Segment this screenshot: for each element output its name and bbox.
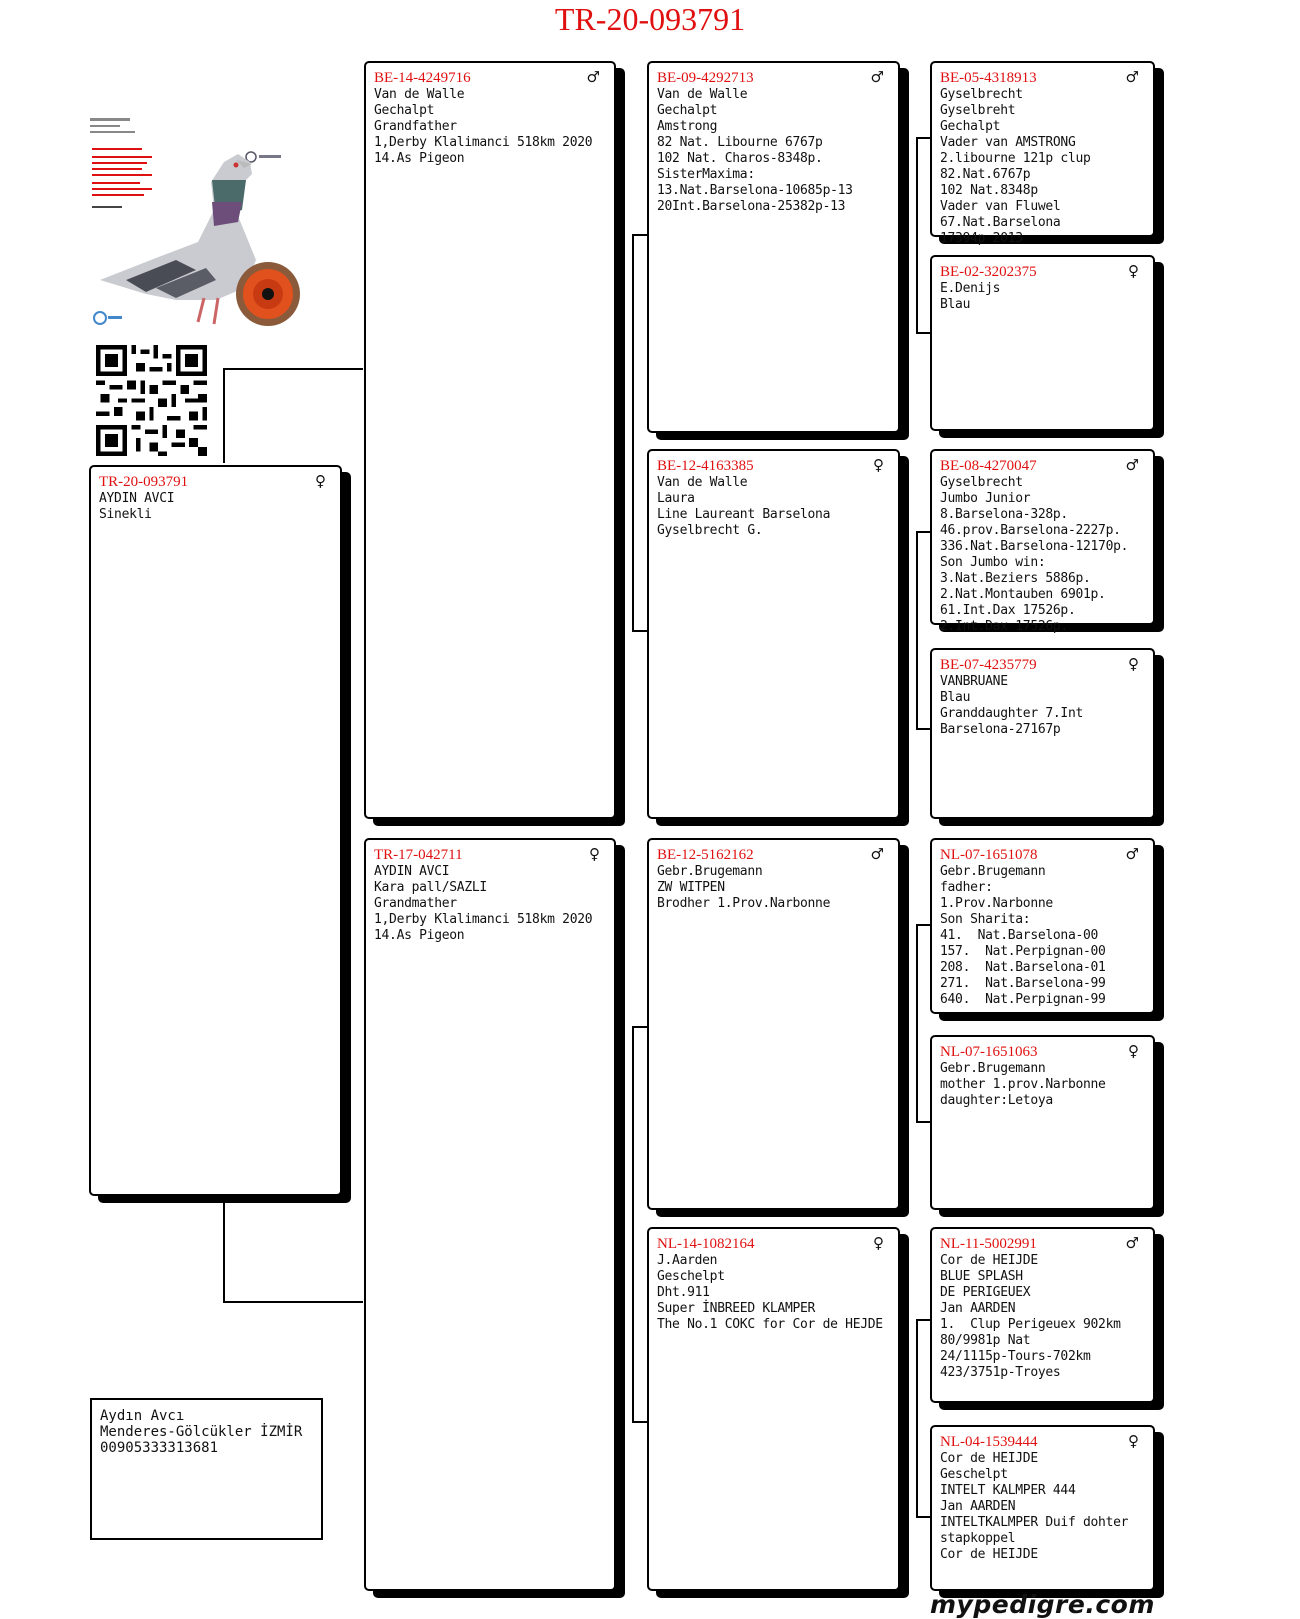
connector-line <box>632 234 647 236</box>
female-icon: ♀ <box>1128 655 1139 673</box>
connector-line <box>632 630 647 632</box>
great-grandparent-card[interactable] <box>930 449 1155 634</box>
pigeon-info: Van de Walle Laura Line Laureant Barselona Gyselbrecht G. <box>657 475 831 538</box>
granddam-maternal-card[interactable] <box>647 1227 900 1591</box>
connector-line <box>916 924 918 1123</box>
connector-line <box>632 1026 647 1028</box>
grandsire-paternal-card[interactable] <box>647 61 900 433</box>
connector-line <box>916 531 918 730</box>
female-icon: ♀ <box>873 456 884 474</box>
pigeon-info: AYDIN AVCI Kara pall/SAZLI Grandmather 1,Derby Klalimanci 518km 2020 14.As Pigeon <box>374 864 593 943</box>
female-icon: ♀ <box>1128 1042 1139 1060</box>
connector-line <box>916 332 930 334</box>
pigeon-info: Gyselbrecht Gyselbreht Gechalpt Vader van AMSTRONG 2.libourne 121p clup 82.Nat.6767p 102 Nat.8348p Vader van Fluwel 67.Nat.Barselona 17394p 2013 <box>940 87 1091 246</box>
great-grandparent-card[interactable] <box>930 61 1155 246</box>
ring-number: NL-07-1651078 <box>940 847 1038 863</box>
brand-logo: mypedigre.com <box>930 1590 1155 1619</box>
great-grandparent-card[interactable] <box>930 648 1155 819</box>
pigeon-info: Gebr.Brugemann ZW WITPEN Brodher 1.Prov.Narbonne <box>657 864 831 911</box>
great-grandparent-card[interactable] <box>930 1227 1155 1403</box>
connector-line <box>916 137 918 334</box>
female-icon: ♀ <box>873 1234 884 1252</box>
qr-code <box>96 345 207 456</box>
ring-number: TR-17-042711 <box>374 847 463 863</box>
pigeon-info: Gyselbrecht Jumbo Junior 8.Barselona-328p. 46.prov.Barselona-2227p. 336.Nat.Barselona-12170p. Son Jumbo win: 3.Nat.Beziers 5886p. 2.Nat.Montauben 6901p. 61.Int.Dax 17526p. 2.Int.Dax 17526p. <box>940 475 1129 634</box>
female-icon: ♀ <box>589 845 600 863</box>
ring-number: BE-12-5162162 <box>657 847 754 863</box>
owner-info: Aydın Avcı Menderes-Gölcükler İZMİR 00905333313681 <box>90 1398 323 1540</box>
pigeon-info: Gebr.Brugemann fadher: 1.Prov.Narbonne Son Sharita: 41. Nat.Barselona-00 157. Nat.Perpignan-00 208. Nat.Barselona-01 271. Nat.Barselona-99 640. Nat.Perpignan-99 <box>940 864 1106 1007</box>
subject-card[interactable] <box>89 465 342 1196</box>
ring-number: NL-14-1082164 <box>657 1236 755 1252</box>
ring-number: BE-05-4318913 <box>940 70 1037 86</box>
connector-line <box>916 1516 930 1518</box>
female-icon: ♀ <box>315 472 326 490</box>
ring-number: NL-07-1651063 <box>940 1044 1038 1060</box>
ring-number: BE-02-3202375 <box>940 264 1037 280</box>
pigeon-info: Van de Walle Gechalpt Grandfather 1,Derby Klalimanci 518km 2020 14.As Pigeon <box>374 87 593 166</box>
male-icon: ♂ <box>1125 68 1139 86</box>
male-icon: ♂ <box>1125 1234 1139 1252</box>
connector-line <box>916 728 930 730</box>
ring-number: BE-12-4163385 <box>657 458 754 474</box>
connector-line <box>916 1319 918 1518</box>
sire-card[interactable] <box>364 61 616 819</box>
connector-line <box>632 234 634 631</box>
connector-line <box>223 1196 225 1302</box>
male-icon: ♂ <box>870 845 884 863</box>
ring-number: NL-11-5002991 <box>940 1236 1037 1252</box>
pigeon-photo <box>86 110 306 338</box>
connector-line <box>916 924 930 926</box>
pigeon-info: VANBRUANE Blau Granddaughter 7.Int Barselona-27167p <box>940 674 1084 737</box>
great-grandparent-card[interactable] <box>930 838 1155 1014</box>
female-icon: ♀ <box>1128 262 1139 280</box>
grandsire-maternal-card[interactable] <box>647 838 900 1210</box>
male-icon: ♂ <box>586 68 600 86</box>
male-icon: ♂ <box>1125 845 1139 863</box>
male-icon: ♂ <box>1125 456 1139 474</box>
pigeon-info: E.Denijs Blau <box>940 281 1001 312</box>
pigeon-info: AYDIN AVCI Sinekli <box>99 491 175 522</box>
connector-line <box>223 368 225 463</box>
pigeon-info: Gebr.Brugemann mother 1.prov.Narbonne daughter:Letoya <box>940 1061 1106 1108</box>
ring-number: BE-07-4235779 <box>940 657 1037 673</box>
connector-line <box>916 531 930 533</box>
ring-number: BE-09-4292713 <box>657 70 754 86</box>
ring-number: BE-14-4249716 <box>374 70 471 86</box>
ring-number: BE-08-4270047 <box>940 458 1037 474</box>
dam-card[interactable] <box>364 838 616 1591</box>
male-icon: ♂ <box>870 68 884 86</box>
pigeon-info: Van de Walle Gechalpt Amstrong 82 Nat. Libourne 6767p 102 Nat. Charos-8348p. SisterMaxima: 13.Nat.Barselona-10685p-13 20Int.Barselona-25382p-13 <box>657 87 853 214</box>
ring-number: NL-04-1539444 <box>940 1434 1038 1450</box>
connector-line <box>632 1421 647 1423</box>
connector-line <box>916 1121 930 1123</box>
connector-line <box>916 137 930 139</box>
great-grandparent-card[interactable] <box>930 255 1155 431</box>
connector-line <box>632 1026 634 1423</box>
pigeon-info: J.Aarden Geschelpt Dht.911 Super İNBREED KLAMPER The No.1 COKC for Cor de HEJDE <box>657 1253 883 1332</box>
great-grandparent-card[interactable] <box>930 1425 1155 1591</box>
connector-line <box>223 1301 363 1303</box>
pedigree-title: TR-20-093791 <box>554 1 746 37</box>
pigeon-info: Cor de HEIJDE Geschelpt INTELT KALMPER 444 Jan AARDEN INTELTKALMPER Duif dohter stapkoppel Cor de HEIJDE <box>940 1451 1129 1562</box>
great-grandparent-card[interactable] <box>930 1035 1155 1210</box>
ring-number: TR-20-093791 <box>99 474 189 490</box>
connector-line <box>223 368 363 370</box>
granddam-paternal-card[interactable] <box>647 449 900 819</box>
pigeon-info: Cor de HEIJDE BLUE SPLASH DE PERIGEUEX Jan AARDEN 1. Clup Perigeuex 902km 80/9981p Nat 24/1115p-Tours-702km 423/3751p-Troyes <box>940 1253 1121 1380</box>
connector-line <box>916 1319 930 1321</box>
female-icon: ♀ <box>1128 1432 1139 1450</box>
